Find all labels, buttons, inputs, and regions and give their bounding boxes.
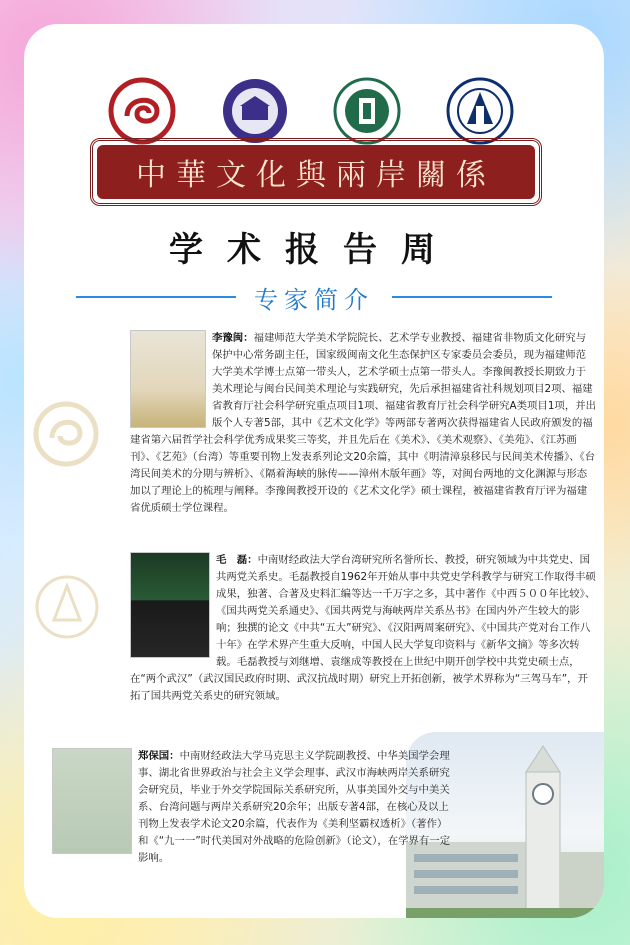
bio-text: 福建师范大学美术学院院长、艺术学专业教授、福建省非物质文化研究与保护中心常务副主任，国家级闽南文化生态保护区专家委员会委员，现为福建师范大学美术学博士点第一带头人，艺术学硕士点第一带头人。李豫闽教授长期致力于美术理论与闽台民间美术理论与实践研究，先后承担福建省社科规划项目2项、福建省教育厅社会科学研究重点项目1项、福建省教育厅社会科学研究A类项目1项，并出版个人专著5部，其中《艺术文化学》等两部专著两次获得福建省人民政府颁发的福建省第六届哲学社会科学优秀成果奖三等奖，并且先后在《美术》、《美术观察》、《美苑》、《江苏画刊》、《艺苑》（台湾）等重要刊物上发表系列论文20余篇，其中《明清漳泉移民与民间美术传播》、《台湾民间美术的分期与辨析》、《隔着海峡的脉传——漳州木版年画》等，对闽台两地的文化渊源与形态加以了理论上的梳理与阐释。李豫闽教授开设的《艺术文化学》硕士课程，被福建省教育厅评为福建省优质硕士学位课程。 [130,332,596,514]
university-seal-icon [220,76,290,146]
law-university-seal-icon [445,76,515,146]
report-title: 学术报告周 [169,230,459,270]
emblem-watermark-icon [32,396,100,472]
bio-li-yumin [130,330,596,517]
seal-watermark-icon [32,572,102,642]
portrait-photo [130,330,206,428]
bio-mao-lei [130,552,596,705]
bio-zheng-baoguo [52,748,454,867]
bio-text: 中南财经政法大学马克思主义学院副教授、中华美国学会理事、湖北省世界政治与社会主义学会理事、武汉市海峡两岸关系研究会研究员，毕业于外交学院国际关系研究所，从事美国外交与中美关系、台湾问题与两岸关系研究20余年；出版专著4部，在核心及以上刊物上发表学术论文20余篇，代表作为《美利坚霸权透析》（著作）和《“九一一”时代美国对外战略的危险创新》（论文），在学界有一定影响。 [138,750,451,864]
portrait-photo [52,748,132,854]
emblem-logo-icon [107,76,177,146]
normal-university-seal-icon [332,76,402,146]
bio-name: 李豫闽： [212,332,254,344]
banner-text: 中華文化與兩岸關係 [97,145,535,199]
section-title: 专家简介 [254,286,374,314]
portrait-photo [130,552,210,658]
title-banner [90,138,542,206]
poster-panel [24,24,604,918]
bio-name: 郑保国： [138,750,180,762]
bio-name: 毛 磊： [216,554,258,566]
bio-text: 中南财经政法大学台湾研究所名誉所长、教授，研究领域为中共党史、国共两党关系史。毛磊教授自1962年开始从事中共党史学科教学与研究工作取得丰硕成果，独著、合著及史料汇编等达一千万字之多，其中著作《中西５００年比较》、《国共两党关系通史》、《国共两党与海峡两岸关系丛书》在国内外产生较大的影响；独撰的论文《中共“五大”研究》、《汉阳两周案研究》、《中国共产党对台工作八十年》在学术界产生重大反响，中国人民大学复印资料与《新华文摘》等多次转载。毛磊教授与刘继增、袁继成等教授在上世纪中期开创学校中共党史硕士点，在“两个武汉”（武汉国民政府时期、武汉抗战时期）研究上开拓创新，被学术界称为“三驾马车”，开拓了国共两党关系史的研究领域。 [130,554,596,702]
